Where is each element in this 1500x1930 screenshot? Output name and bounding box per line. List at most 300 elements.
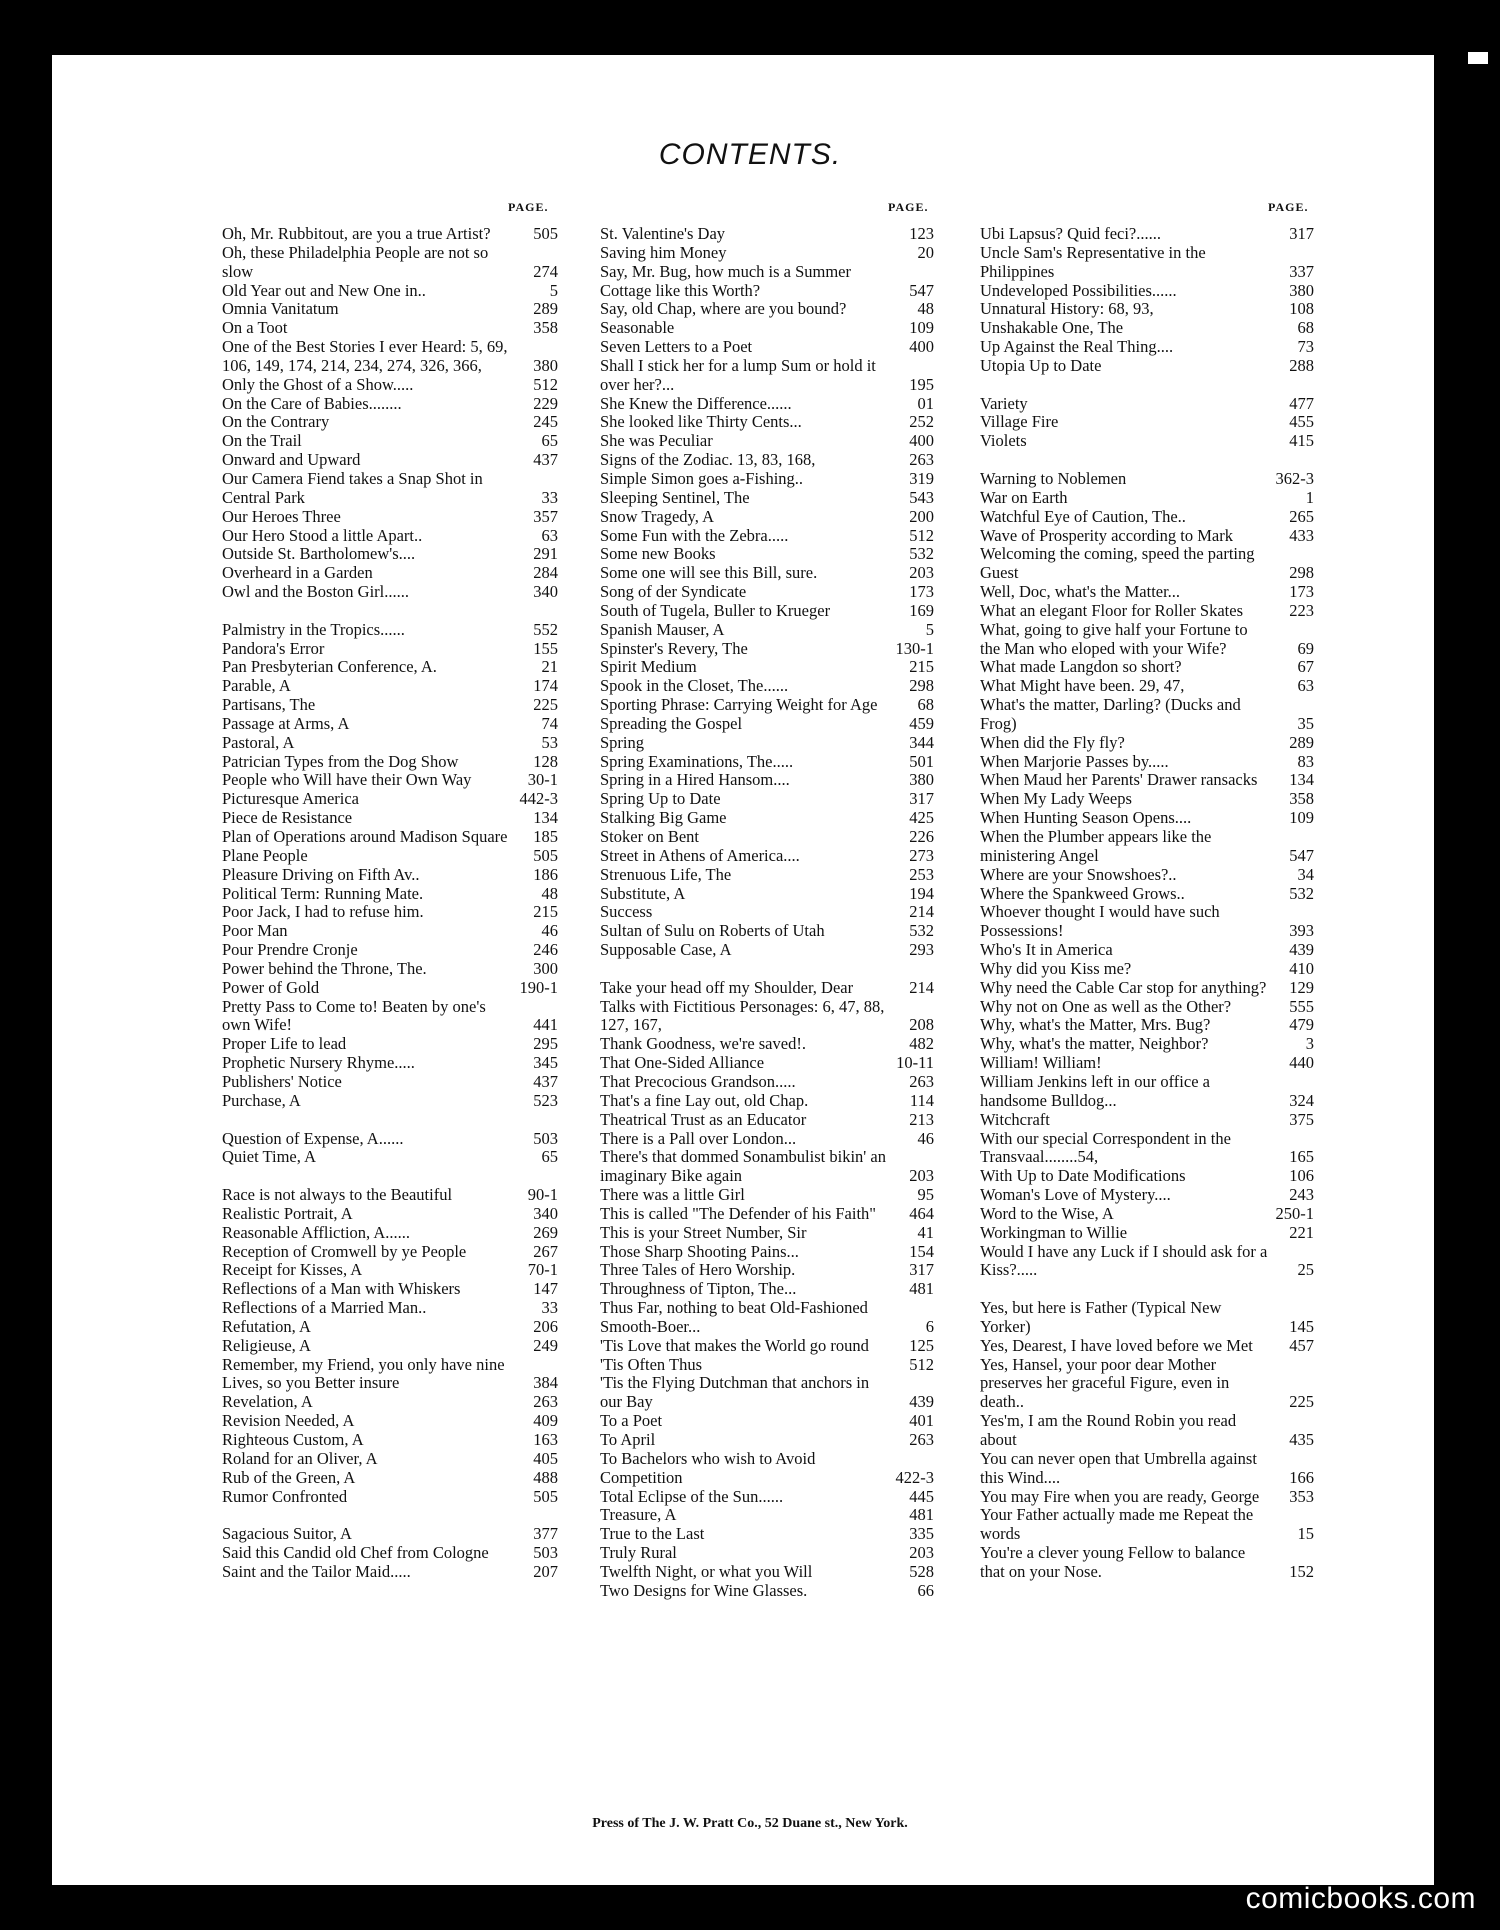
entry-page-number: 291 [533,544,558,564]
entry-title: On the Contrary [222,412,330,432]
toc-entry [980,338,1314,357]
toc-entry [600,413,934,432]
entry-page-number: 95 [917,1185,934,1205]
toc-entry [600,1412,934,1431]
entry-title: Seasonable [600,318,675,338]
entry-page-number: 405 [533,1448,558,1468]
column-page-header: PAGE. [508,200,549,214]
entry-title: Question of Expense, A...... [222,1128,404,1148]
entry-title: William Jenkins left in our office a handsome Bulldog... [980,1071,1210,1110]
entry-title: Why did you Kiss me? [980,958,1132,978]
toc-entry [600,1130,934,1149]
toc-entry [980,357,1314,376]
toc-entry [600,753,934,772]
entry-page-number: 437 [533,450,558,470]
toc-entry [222,866,558,885]
entry-title: Why not on One as well as the Other? [980,996,1232,1016]
entry-title: Sultan of Sulu on Roberts of Utah [600,921,825,941]
entry-page-number: 69 [1297,638,1314,658]
entry-page-number: 203 [909,1543,934,1563]
toc-entry [600,1582,934,1601]
entry-page-number: 505 [533,1486,558,1506]
entry-page-number: 435 [1289,1430,1314,1449]
entry-page-number: 129 [1289,977,1314,997]
toc-entry [222,1450,558,1469]
entry-page-number: 90-1 [527,1185,558,1205]
entry-title: Some new Books [600,544,716,564]
entry-page-number: 317 [909,789,934,809]
toc-entry [222,903,558,922]
entry-page-number: 203 [909,563,934,583]
toc-entry [980,790,1314,809]
entry-title: This is called "The Defender of his Faith" [600,1203,877,1223]
toc-entry [600,1054,934,1073]
toc-entry [980,432,1314,451]
entry-title: Unshakable One, The [980,318,1124,338]
entry-title: With our special Correspondent in the Transvaal........54, [980,1128,1231,1167]
entry-title: Signs of the Zodiac. 13, 83, 168, [600,450,816,470]
entry-title: Owl and the Boston Girl...... [222,582,409,602]
entry-title: Realistic Portrait, A [222,1203,353,1223]
entry-page-number: 134 [1289,770,1314,790]
entry-title: To Bachelors who wish to Avoid Competition [600,1448,816,1487]
contents-column-3 [980,225,1314,1582]
entry-page-number: 477 [1289,393,1314,413]
entry-page-number: 337 [1289,261,1314,281]
entry-page-number: 35 [1297,713,1314,733]
toc-entry [600,771,934,790]
entry-title: Palmistry in the Tropics...... [222,619,405,639]
entry-title: Spanish Mauser, A [600,619,725,639]
toc-entry [222,527,558,546]
entry-page-number: 33 [541,1298,558,1318]
entry-page-number: 263 [909,450,934,470]
entry-title: William! William! [980,1053,1102,1073]
entry-page-number: 145 [1289,1316,1314,1336]
entry-title: Yes'm, I am the Round Robin you read about [980,1411,1237,1449]
toc-entry [980,244,1314,282]
toc-entry [222,319,558,338]
entry-page-number: 415 [1289,431,1314,451]
entry-page-number: 46 [917,1128,934,1148]
entry-title: 'Tis Love that makes the World go round [600,1335,869,1355]
entry-title: Picturesque America [222,789,359,809]
entry-page-number: 377 [533,1524,558,1544]
entry-page-number: 65 [541,431,558,451]
toc-entry [980,866,1314,885]
toc-entry [980,1130,1314,1168]
entry-title: Ubi Lapsus? Quid feci?...... [980,224,1161,243]
entry-page-number: 437 [533,1071,558,1091]
entry-title: This is your Street Number, Sir [600,1222,807,1242]
entry-title: War on Earth [980,487,1068,507]
entry-page-number: 317 [1289,224,1314,243]
entry-page-number: 200 [909,506,934,526]
toc-entry [600,1525,934,1544]
entry-title: Spring Up to Date [600,789,721,809]
entry-title: Spring Examinations, The..... [600,751,794,771]
toc-entry [600,677,934,696]
entry-page-number: 48 [917,299,934,319]
toc-entry [980,1035,1314,1054]
entry-title: Reflections of a Man with Whiskers [222,1279,461,1299]
toc-entry [600,1374,934,1412]
entry-page-number: 267 [533,1241,558,1261]
entry-title: When did the Fly fly? [980,732,1125,752]
entry-page-number: 83 [1297,751,1314,771]
entry-title: Political Term: Running Mate. [222,883,424,903]
entry-title: Welcoming the coming, speed the parting Guest [980,544,1255,583]
entry-title: Twelfth Night, or what you Will [600,1561,813,1581]
toc-entry [222,677,558,696]
column-page-header: PAGE. [888,200,929,214]
entry-page-number: 552 [533,619,558,639]
section-gap [222,602,558,621]
entry-title: Spring [600,732,645,752]
toc-entry [600,1224,934,1243]
entry-title: Race is not always to the Beautiful [222,1185,453,1205]
toc-entry [222,753,558,772]
entry-page-number: 215 [909,657,934,677]
entry-title: That One-Sided Alliance [600,1053,765,1073]
entry-title: Spinster's Revery, The [600,638,748,658]
toc-entry [600,1563,934,1582]
toc-entry [222,828,558,847]
entry-page-number: 215 [533,902,558,922]
entry-page-number: 46 [541,921,558,941]
entry-title: Religieuse, A [222,1335,311,1355]
entry-title: Where the Spankweed Grows.. [980,883,1185,903]
printer-footer: Press of The J. W. Pratt Co., 52 Duane st., New York. [592,1816,908,1831]
toc-entry [980,1299,1314,1337]
toc-entry [600,847,934,866]
toc-entry [600,357,934,395]
entry-title: She Knew the Difference...... [600,393,792,413]
entry-title: Well, Doc, what's the Matter... [980,582,1181,602]
entry-title: Plane People [222,845,308,865]
entry-title: Omnia Vanitatum [222,299,339,319]
entry-page-number: 125 [909,1335,934,1355]
toc-entry [222,1563,558,1582]
entry-title: Would I have any Luck if I should ask for a Kiss?..... [980,1241,1268,1280]
entry-page-number: 284 [533,563,558,583]
entry-page-number: 106 [1289,1166,1314,1186]
toc-entry [980,1243,1314,1281]
entry-title: Rub of the Green, A [222,1467,356,1487]
entry-page-number: 155 [533,638,558,658]
toc-entry [222,1186,558,1205]
entry-page-number: 459 [909,713,934,733]
entry-page-number: 401 [909,1411,934,1431]
toc-entry [222,696,558,715]
toc-entry [600,1035,934,1054]
entry-page-number: 5 [549,280,558,300]
entry-title: Theatrical Trust as an Educator [600,1109,807,1129]
toc-entry [980,903,1314,941]
entry-page-number: 445 [909,1486,934,1506]
entry-page-number: 274 [533,261,558,281]
entry-page-number: 221 [1289,1222,1314,1242]
entry-page-number: 109 [909,318,934,338]
entry-title: What's the matter, Darling? (Ducks and Frog) [980,695,1241,733]
entry-title: Power of Gold [222,977,320,997]
toc-entry [600,263,934,301]
entry-title: When Hunting Season Opens.... [980,808,1192,828]
toc-entry [980,1506,1314,1544]
entry-page-number: 422-3 [895,1467,934,1487]
entry-page-number: 250-1 [1275,1203,1314,1223]
entry-page-number: 243 [1289,1185,1314,1205]
entry-page-number: 523 [533,1090,558,1110]
entry-page-number: 206 [533,1316,558,1336]
entry-page-number: 63 [1297,676,1314,696]
toc-entry [980,960,1314,979]
toc-entry [980,413,1314,432]
entry-page-number: 482 [909,1034,934,1054]
toc-entry [222,979,558,998]
toc-entry [600,715,934,734]
toc-entry [600,1280,934,1299]
entry-page-number: 246 [533,940,558,960]
entry-page-number: 53 [541,732,558,752]
entry-title: Thus Far, nothing to beat Old-Fashioned Smooth-Boer... [600,1298,868,1336]
toc-entry [600,885,934,904]
toc-entry [222,1393,558,1412]
entry-page-number: 123 [909,224,934,243]
toc-entry [980,1111,1314,1130]
entry-page-number: 67 [1297,657,1314,677]
toc-entry [980,1450,1314,1488]
entry-page-number: 479 [1289,1015,1314,1035]
entry-page-number: 01 [917,393,934,413]
entry-title: Where are your Snowshoes?.. [980,864,1177,884]
entry-title: One of the Best Stories I ever Heard: 5, 69, 106, 149, 174, 214, 234, 274, 326, 366, [222,337,508,375]
toc-entry [600,602,934,621]
entry-page-number: 214 [909,902,934,922]
entry-page-number: 68 [917,695,934,715]
entry-page-number: 501 [909,751,934,771]
entry-title: Pastoral, A [222,732,295,752]
entry-title: Publishers' Notice [222,1071,342,1091]
toc-entry [980,941,1314,960]
entry-page-number: 295 [533,1034,558,1054]
entry-title: Variety [980,393,1028,413]
entry-title: Reflections of a Married Man.. [222,1298,427,1318]
toc-entry [600,1299,934,1337]
entry-page-number: 225 [533,695,558,715]
entry-page-number: 34 [1297,864,1314,884]
entry-title: South of Tugela, Buller to Krueger [600,600,831,620]
entry-page-number: 208 [909,1015,934,1035]
entry-page-number: 63 [541,525,558,545]
entry-title: Talks with Fictitious Personages: 6, 47, 88, 127, 167, [600,996,885,1035]
section-gap [980,1280,1314,1299]
entry-page-number: 166 [1289,1467,1314,1487]
toc-entry [222,640,558,659]
toc-entry [600,1450,934,1488]
entry-title: Passage at Arms, A [222,713,350,733]
toc-entry [222,1469,558,1488]
toc-entry [600,1488,934,1507]
entry-page-number: 41 [917,1222,934,1242]
toc-entry [980,319,1314,338]
entry-title: Spirit Medium [600,657,697,677]
entry-title: Seven Letters to a Poet [600,337,753,357]
toc-entry [222,734,558,753]
toc-entry [600,790,934,809]
toc-entry [600,470,934,489]
entry-title: Pour Prendre Cronje [222,940,358,960]
toc-entry [600,696,934,715]
entry-page-number: 263 [909,1430,934,1449]
entry-page-number: 108 [1289,299,1314,319]
toc-entry [600,734,934,753]
entry-page-number: 269 [533,1222,558,1242]
toc-entry [600,998,934,1036]
entry-title: Sleeping Sentinel, The [600,487,750,507]
entry-page-number: 317 [909,1260,934,1280]
entry-page-number: 186 [533,864,558,884]
toc-entry [222,1280,558,1299]
toc-entry [980,1186,1314,1205]
entry-page-number: 15 [1297,1524,1314,1544]
toc-entry [222,545,558,564]
entry-title: Shall I stick her for a lump Sum or hold it over her?... [600,355,876,394]
toc-entry [980,828,1314,866]
toc-entry [980,998,1314,1017]
entry-page-number: 362-3 [1275,468,1314,488]
toc-entry [600,527,934,546]
entry-page-number: 344 [909,732,934,752]
entry-title: Village Fire [980,412,1059,432]
entry-page-number: 455 [1289,412,1314,432]
entry-page-number: 245 [533,412,558,432]
section-gap [980,451,1314,470]
toc-entry [600,1506,934,1525]
entry-title: Violets [980,431,1027,451]
entry-title: Two Designs for Wine Glasses. [600,1580,808,1600]
entry-title: Power behind the Throne, The. [222,958,427,978]
entry-page-number: 109 [1289,808,1314,828]
entry-page-number: 409 [533,1411,558,1431]
entry-page-number: 73 [1297,337,1314,357]
entry-title: Stoker on Bent [600,827,699,846]
entry-page-number: 289 [533,299,558,319]
toc-entry [980,1224,1314,1243]
entry-page-number: 464 [909,1203,934,1223]
section-gap [222,1167,558,1186]
toc-entry [222,1148,558,1167]
toc-entry [222,960,558,979]
entry-title: When My Lady Weeps [980,789,1132,809]
entry-title: Outside St. Bartholomew's.... [222,544,416,564]
entry-title: Yes, but here is Father (Typical New Yorker) [980,1298,1222,1336]
toc-entry [222,1431,558,1450]
toc-entry [600,225,934,244]
entry-page-number: 293 [909,940,934,960]
entry-page-number: 173 [909,582,934,602]
entry-title: Stalking Big Game [600,808,727,828]
toc-entry [980,753,1314,772]
entry-page-number: 147 [533,1279,558,1299]
entry-title: Refutation, A [222,1316,311,1336]
toc-entry [600,1092,934,1111]
contents-column-1 [222,225,558,1582]
entry-page-number: 225 [1289,1392,1314,1412]
entry-title: What made Langdon so short? [980,657,1182,677]
toc-entry [600,300,934,319]
entry-title: Oh, Mr. Rubbitout, are you a true Artist? [222,224,491,243]
entry-page-number: 65 [541,1147,558,1167]
entry-title: Word to the Wise, A [980,1203,1114,1223]
entry-title: Pleasure Driving on Fifth Av.. [222,864,420,884]
entry-page-number: 400 [909,431,934,451]
entry-page-number: 213 [909,1109,934,1129]
toc-entry [600,1148,934,1186]
entry-page-number: 358 [533,318,558,338]
entry-page-number: 265 [1289,506,1314,526]
entry-page-number: 547 [909,280,934,300]
toc-entry [600,1186,934,1205]
entry-title: Warning to Noblemen [980,468,1127,488]
toc-entry [980,1054,1314,1073]
toc-entry [980,527,1314,546]
entry-page-number: 5 [925,619,934,639]
entry-title: Righteous Custom, A [222,1430,364,1449]
entry-title: Quiet Time, A [222,1147,316,1167]
entry-page-number: 263 [909,1071,934,1091]
entry-page-number: 3 [1305,1034,1314,1054]
entry-page-number: 353 [1289,1486,1314,1506]
entry-title: Unnatural History: 68, 93, [980,299,1154,319]
entry-page-number: 440 [1289,1053,1314,1073]
toc-entry [222,244,558,282]
entry-title: Witchcraft [980,1109,1050,1129]
entry-page-number: 74 [541,713,558,733]
entry-title: Snow Tragedy, A [600,506,714,526]
toc-entry [980,1356,1314,1413]
entry-title: Spring in a Hired Hansom.... [600,770,790,790]
entry-title: Reasonable Affliction, A...... [222,1222,411,1242]
entry-page-number: 439 [909,1392,934,1412]
entry-title: There was a little Girl [600,1185,745,1205]
toc-entry [980,885,1314,904]
entry-title: On a Toot [222,318,288,338]
toc-entry [980,1167,1314,1186]
entry-title: Strenuous Life, The [600,864,732,884]
toc-entry [222,1525,558,1544]
entry-page-number: 66 [917,1580,934,1600]
entry-page-number: 169 [909,600,934,620]
entry-page-number: 384 [533,1373,558,1393]
entry-page-number: 128 [533,751,558,771]
toc-entry [600,564,934,583]
toc-entry [222,922,558,941]
entry-title: Total Eclipse of the Sun...... [600,1486,784,1506]
toc-entry [222,658,558,677]
entry-title: Spreading the Gospel [600,713,743,733]
toc-entry [222,470,558,508]
toc-entry [600,1243,934,1262]
toc-entry [600,545,934,564]
entry-title: Treasure, A [600,1505,677,1525]
entry-title: Partisans, The [222,695,316,715]
entry-title: Saving him Money [600,242,727,262]
entry-page-number: 273 [909,845,934,865]
entry-page-number: 358 [1289,789,1314,809]
entry-title: What an elegant Floor for Roller Skates [980,600,1244,620]
entry-title: There's that dommed Sonambulist bikin' an imaginary Bike again [600,1147,886,1186]
